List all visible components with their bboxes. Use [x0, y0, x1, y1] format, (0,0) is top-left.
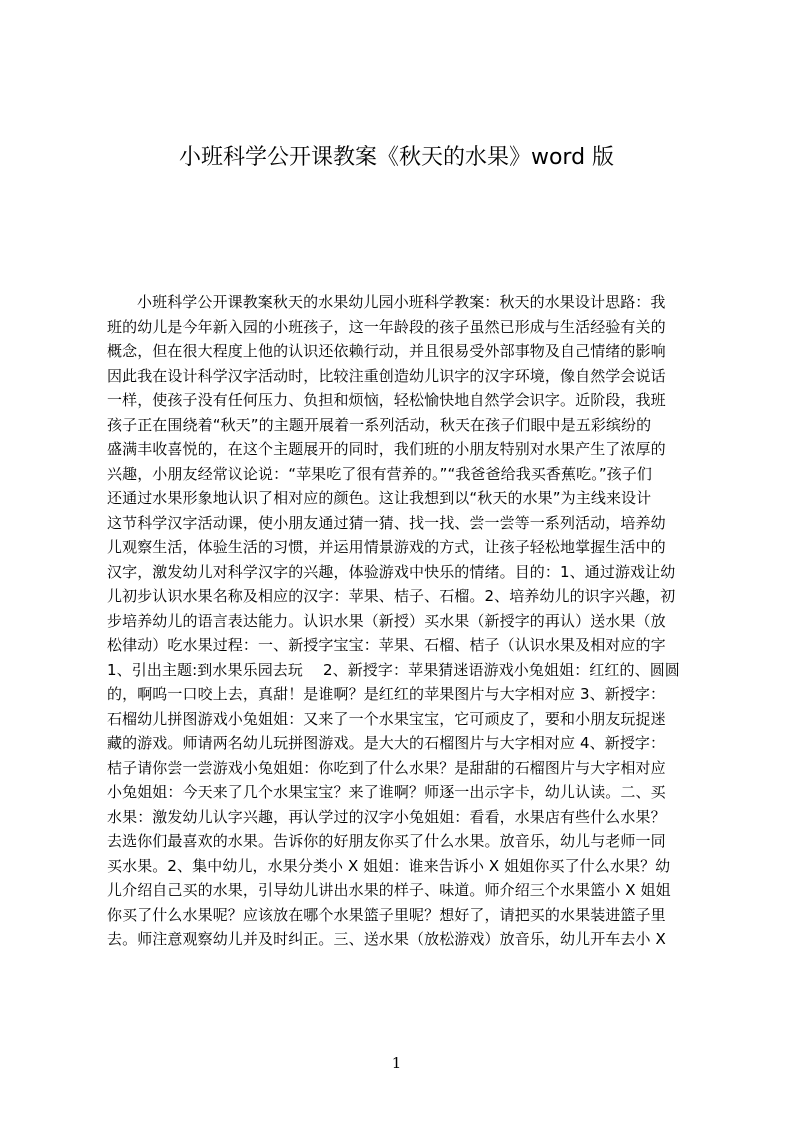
body-text-line: 小兔姐姐：今天来了几个水果宝宝？来了谁啊？师逐一出示字卡，幼儿认读。二、买	[107, 783, 666, 801]
body-text-line: 儿初步认识水果名称及相应的汉字：苹果、桔子、石榴。2、培养幼儿的识字兴趣，初	[107, 587, 676, 605]
body-text-line: 盛满丰收喜悦的，在这个主题展开的同时，我们班的小朋友特别对水果产生了浓厚的	[107, 440, 666, 458]
body-text-line: 儿观察生活，体验生活的习惯，并运用情景游戏的方式，让孩子轻松地掌握生活中的	[107, 538, 666, 556]
body-text-line: 桔子请你尝一尝游戏小兔姐姐：你吃到了什么水果？是甜甜的石榴图片与大字相对应	[107, 758, 666, 777]
body-text-line: 儿介绍自己买的水果，引导幼儿讲出水果的样子、味道。师介绍三个水果篮小 X 姐姐	[107, 881, 671, 899]
body-text-line: 小班科学公开课教案秋天的水果幼儿园小班科学教案：秋天的水果设计思路：我	[137, 293, 666, 311]
body-text-line: 还通过水果形象地认识了相对应的颜色。这让我想到以“秋天的水果”为主线来设计	[107, 489, 652, 507]
body-text-line: 买水果。2、集中幼儿，水果分类小 X 姐姐：谁来告诉小 X 姐姐你买了什么水果？幼	[107, 856, 671, 875]
document-body	[107, 290, 697, 952]
body-text-line: 1、引出主题:到水果乐园去玩 2、新授字：苹果猜迷语游戏小兔姐姐：红红的、圆圆	[107, 660, 680, 679]
document-title: 小班科学公开课教案《秋天的水果》word 版	[178, 145, 615, 170]
body-text-line: 藏的游戏。师请两名幼儿玩拼图游戏。是大大的石榴图片与大字相对应 4、新授字：	[107, 734, 666, 752]
body-text-line: 班的幼儿是今年新入园的小班孩子，这一年龄段的孩子虽然已形成与生活经验有关的	[107, 317, 666, 336]
body-text-line: 这节科学汉字活动课，使小朋友通过猜一猜、找一找、尝一尝等一系列活动，培养幼	[107, 513, 666, 532]
body-text-line: 你买了什么水果呢？应该放在哪个水果篮子里呢？想好了，请把买的水果装进篮子里	[107, 905, 666, 924]
body-text-line: 孩子正在围绕着“秋天”的主题开展着一系列活动，秋天在孩子们眼中是五彩缤纷的	[107, 415, 652, 434]
body-text-line: 的，啊呜一口咬上去，真甜！是谁啊？是红红的苹果图片与大字相对应 3、新授字：	[107, 685, 666, 703]
body-text-line: 概念，但在很大程度上他的认识还依赖行动，并且很易受外部事物及自己情绪的影响	[107, 342, 666, 360]
body-text-line: 松律动）吃水果过程：一、新授字宝宝：苹果、石榴、桔子（认识水果及相对应的字	[107, 636, 666, 654]
body-text-line: 去。师注意观察幼儿并及时纠正。三、送水果（放松游戏）放音乐，幼儿开车去小 X	[107, 930, 666, 948]
body-text-line: 步培养幼儿的语言表达能力。认识水果（新授）买水果（新授字的再认）送水果（放	[107, 611, 666, 630]
body-text-line: 一样，使孩子没有任何压力、负担和烦恼，轻松愉快地自然学会识字。近阶段，我班	[107, 391, 666, 409]
body-text-line: 兴趣，小朋友经常议论说：“苹果吃了很有营养的。”“我爸爸给我买香蕉吃。”孩子们	[107, 464, 652, 483]
body-text-line: 水果：激发幼儿认字兴趣，再认学过的汉字小兔姐姐：看看，水果店有些什么水果？	[107, 807, 666, 826]
body-text-line: 去选你们最喜欢的水果。告诉你的好朋友你买了什么水果。放音乐，幼儿与老师一同	[107, 832, 666, 850]
body-text-line: 石榴幼儿拼图游戏小兔姐姐：又来了一个水果宝宝，它可顽皮了，要和小朋友玩捉迷	[107, 709, 666, 728]
body-text-line: 汉字，激发幼儿对科学汉字的兴趣，体验游戏中快乐的情绪。目的：1、通过游戏让幼	[107, 562, 676, 581]
body-text-line: 因此我在设计科学汉字活动时，比较注重创造幼儿识字的汉字环境，像自然学会说话	[107, 366, 666, 385]
page-number: 1	[391, 1054, 402, 1072]
